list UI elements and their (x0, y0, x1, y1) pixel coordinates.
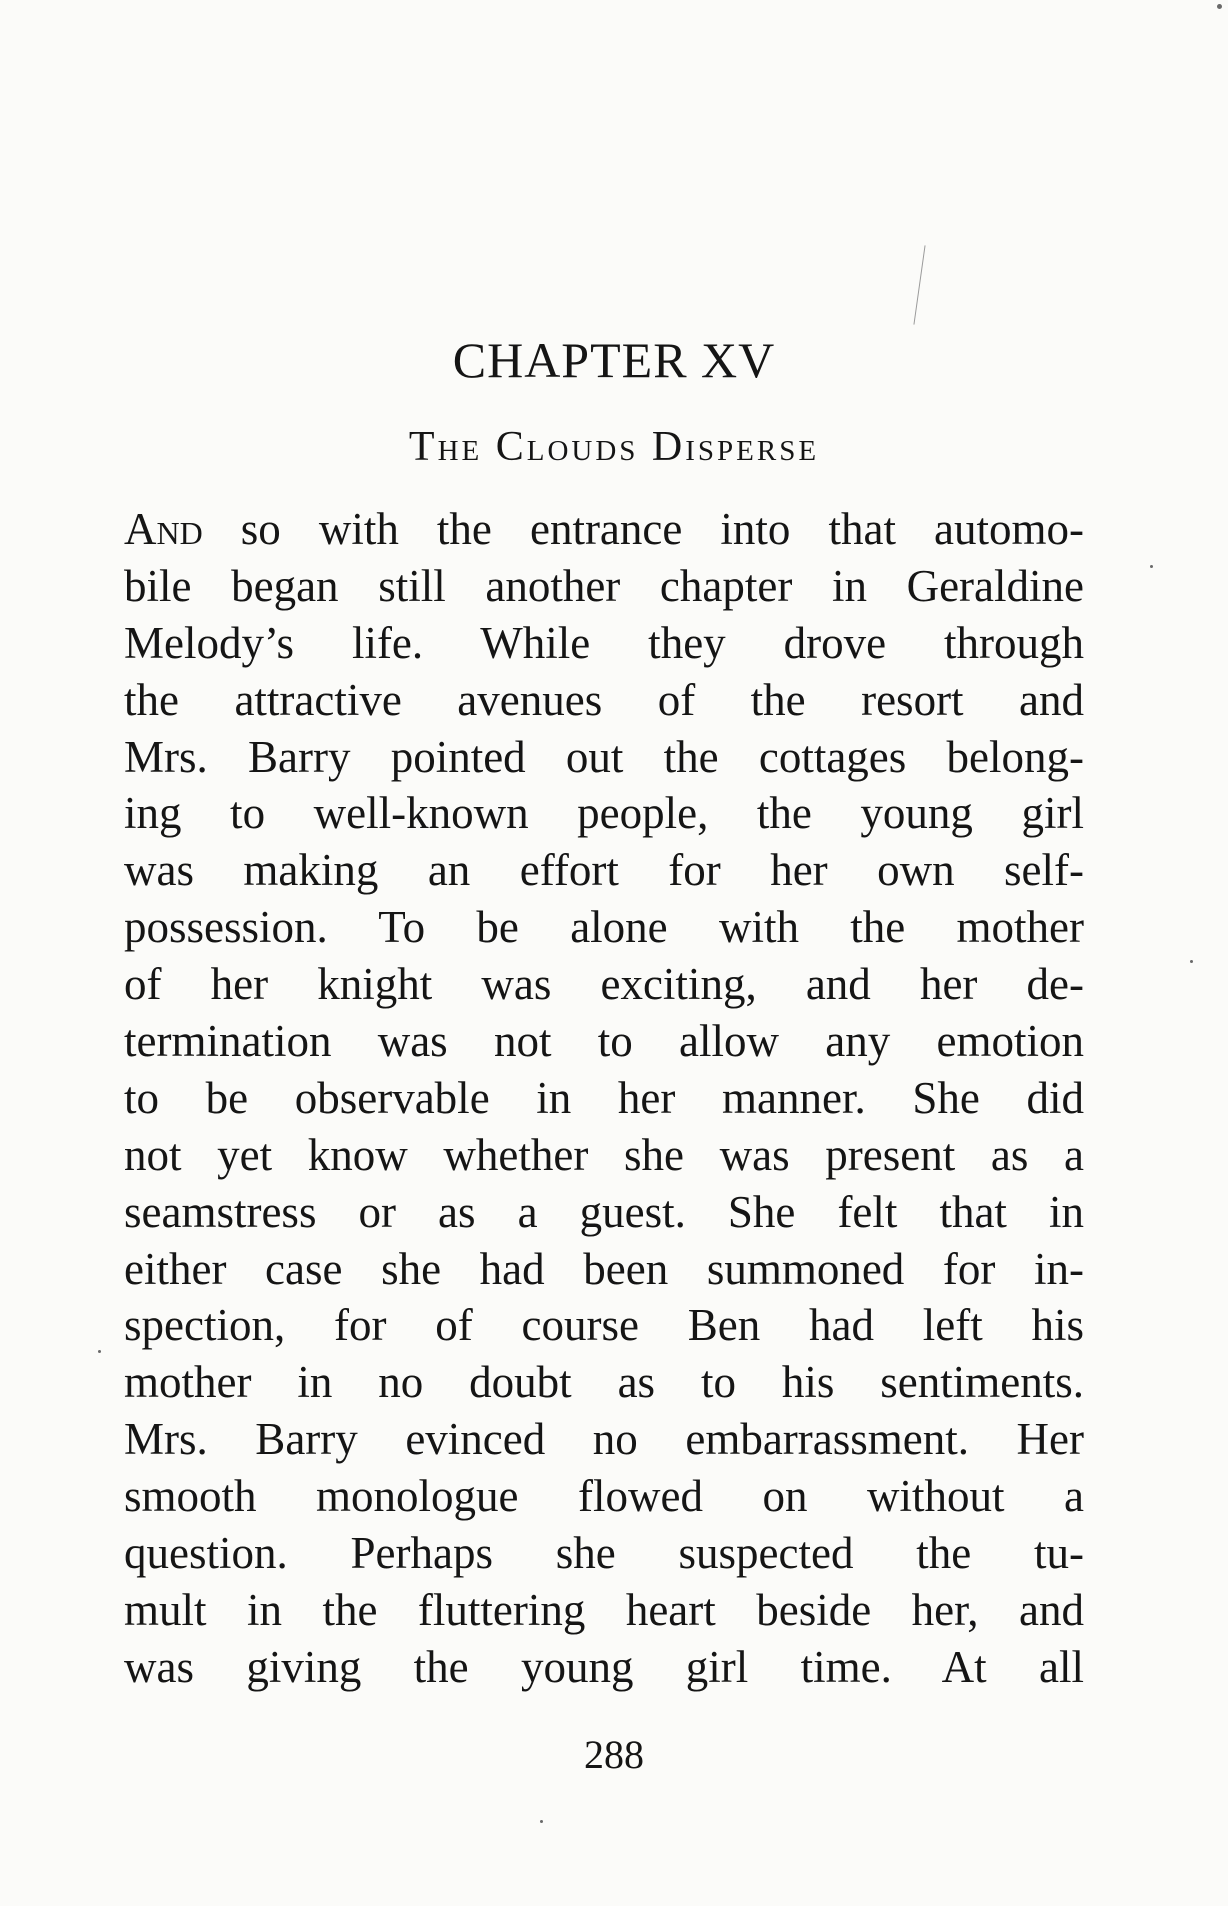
text-line: of her knight was exciting, and her de- (124, 959, 1084, 1010)
text-line: Melody’s life. While they drove through (124, 617, 1084, 668)
text-line: not yet know whether she was present as a (124, 1129, 1084, 1180)
body-text (124, 501, 1084, 1696)
chapter-subtitle: The Clouds Disperse (408, 424, 820, 470)
text-line: seamstress or as a guest. She felt that in (124, 1186, 1084, 1237)
text-line: question. Perhaps she suspected the tu- (124, 1528, 1084, 1579)
scan-speck (98, 1350, 101, 1353)
lead-word: And (124, 504, 203, 554)
text-line: the attractive avenues of the resort and (124, 674, 1084, 725)
text-line (124, 501, 1084, 558)
text-line: was making an effort for her own self- (124, 845, 1084, 896)
text-line: spection, for of course Ben had left his (124, 1300, 1084, 1351)
scan-speck (1190, 960, 1193, 963)
text-line: Mrs. Barry evinced no embarrassment. Her (124, 1414, 1084, 1465)
scan-speck (540, 1820, 543, 1823)
text-line: was giving the young girl time. At all (124, 1641, 1084, 1692)
page-number: 288 (584, 1732, 644, 1777)
chapter-heading: CHAPTER XV (452, 332, 776, 388)
text-line-rest: so with the entrance into that automo- (202, 504, 1084, 554)
scan-speck (1150, 565, 1153, 568)
text-line: to be observable in her manner. She did (124, 1072, 1084, 1123)
text-line: either case she had been summoned for in- (124, 1243, 1084, 1294)
text-line: mult in the fluttering heart beside her, and (124, 1584, 1084, 1635)
text-line: smooth monologue flowed on without a (124, 1471, 1084, 1522)
scan-speck (1217, 4, 1222, 9)
text-line: Mrs. Barry pointed out the cottages belong- (124, 731, 1084, 782)
text-line: mother in no doubt as to his sentiments. (124, 1357, 1084, 1408)
text-line: termination was not to allow any emotion (124, 1016, 1084, 1067)
text-line: ing to well-known people, the young girl (124, 788, 1084, 839)
scan-mark (913, 245, 925, 324)
text-line: bile began still another chapter in Geraldine (124, 560, 1084, 611)
text-line: possession. To be alone with the mother (124, 902, 1084, 953)
